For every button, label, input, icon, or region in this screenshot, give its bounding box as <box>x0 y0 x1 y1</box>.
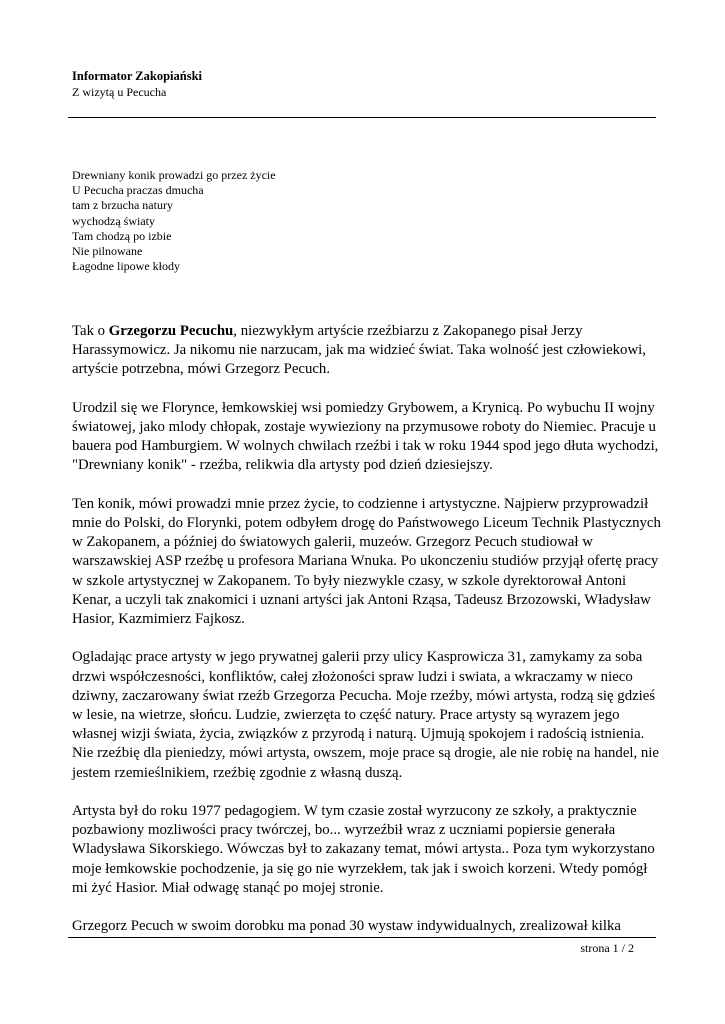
text-line: jestem rzemieślnikiem, rzeźbię zgodnie z własną duszą. <box>72 764 403 781</box>
text-line: Wladysława Sikorskiego. Wówczas był to zakazany temat, mówi artysta.. Poza tym wykorzystano <box>72 841 655 858</box>
text-line: w lesie, na wietrze, słońcu. Ludzie, zwierzęta to część natury. Prace artysty są wyrazem jego <box>72 707 620 724</box>
text-line: Harassymowicz. Ja nikomu nie narzucam, jak ma widzieć świat. Taka wolność jest człowiekowi, <box>72 342 646 359</box>
text-line: mnie do Polski, do Florynki, potem odbyłem drogę do Państwowego Liceum Technik Plastycznych <box>72 515 661 531</box>
article-subtitle: Z wizytą u Pecucha <box>72 85 167 99</box>
text-line: "Drewniany konik" - rzeźba, relikwia dla artysty pod dzień dziesiejszy. <box>72 457 493 474</box>
header-divider <box>68 117 656 118</box>
text-line: Hasior, Kazmimierz Fajkosz. <box>72 611 245 628</box>
text-line: w Zakopanem, a później do światowych galerii, muzeów. Grzegorz Pecuch studiował w <box>72 534 593 551</box>
page-footer <box>72 940 634 956</box>
poem-line: Drewniany konik prowadzi go przez życie <box>72 168 276 182</box>
paragraph-6 <box>72 917 662 936</box>
article-body <box>72 322 662 956</box>
poem-line: Tam chodzą po izbie <box>72 228 172 243</box>
text-line: Artysta był do roku 1977 pedagogiem. W tym czasie został wyrzucony ze szkoły, a praktycznie <box>72 803 637 820</box>
text-line: dziwny, zaczarowany świat rzeźb Grzegorza Pecucha. Moje rzeźby, mówi artysta, rodzą się gdzieś <box>72 687 656 704</box>
text-line <box>72 322 662 341</box>
poem-line: tam z brzucha natury <box>72 198 173 213</box>
text-line: Nie rzeźbię dla pieniedzy, mówi artysta, owszem, moje prace są drogie, ale nie robię na handel, nie <box>72 745 659 762</box>
text-run: , niezwykłym artyście rzeźbiarzu z Zakopanego pisał Jerzy <box>233 323 583 339</box>
text-line: bauera pod Hamburgiem. W wolnych chwilach rzeźbi i tak w roku 1944 spod jego dłuta wychodzi, <box>72 438 659 455</box>
text-run: Tak o <box>72 323 109 339</box>
text-line: mi żyć Hasior. Miał odwagę stanąć po mojej stronie. <box>72 879 384 896</box>
poem-line: wychodzą światy <box>72 213 155 228</box>
text-line: Kenar, a uczyli tak znakomici i uznani artyści jak Antoni Rząsa, Tadeusz Brzozowski, Władysław <box>72 591 651 608</box>
text-line: Ogladając prace artysty w jego prywatnej galerii przy ulicy Kasprowicza 31, zamykamy za soba <box>72 649 643 666</box>
text-line: drzwi współczesności, konfliktów, całej złożoności spraw ludzi i swiata, a wkraczamy w nieco <box>72 668 633 685</box>
text-line: artyście potrzebna, mówi Grzegorz Pecuch. <box>72 361 331 378</box>
page-number: strona 1 / 2 <box>580 941 634 955</box>
poem-line: Nie pilnowane <box>72 244 143 259</box>
text-line: własnej wizji świata, życia, związków z przyrodą i naturą. Ujmują spokojem i radością istnienia. <box>72 726 645 743</box>
paragraph-3 <box>72 495 662 629</box>
publication-title: Informator Zakopiański <box>72 69 203 83</box>
text-line: moje łemkowskie pochodzenie, ja się go nie wyrzekłem, tak jak i swoich korzeni. Wtedy pomógł <box>72 860 648 877</box>
text-line: światowej, jako mlody chłopak, zostaje wywieziony na przymusowe roboty do Niemiec. Pracuje u <box>72 419 656 435</box>
text-line: pozbawiony mozliwości pracy twórczej, bo... wyrzeźbił wraz z uczniami popiersie generała <box>72 822 616 839</box>
document-header <box>72 68 652 100</box>
paragraph-1 <box>72 322 662 380</box>
poem-block <box>72 168 632 274</box>
text-line: Ten konik, mówi prowadzi mnie przez życie, to codzienne i artystyczne. Najpierw przyprowadził <box>72 495 649 512</box>
text-line: Grzegorz Pecuch w swoim dorobku ma ponad 30 wystaw indywidualnych, zrealizował kilka <box>72 918 621 935</box>
paragraph-2 <box>72 399 662 476</box>
artist-name: Grzegorzu Pecuchu <box>108 323 234 339</box>
text-line: warszawskiej ASP rzeźbę u profesora Mariana Wnuka. Po ukonczeniu studiów przyjął ofertę pracy <box>72 553 659 570</box>
paragraph-4 <box>72 648 662 782</box>
poem-line: Łagodne lipowe kłody <box>72 259 180 274</box>
paragraph-5 <box>72 802 662 898</box>
text-line: w szkole artystycznej w Zakopanem. To były niezwykle czasy, w szkole dyrektorował Antoni <box>72 572 627 589</box>
footer-divider <box>68 937 656 938</box>
text-line: Urodzil się we Florynce, łemkowskiej wsi pomiedzy Grybowem, a Krynicą. Po wybuchu II wojny <box>72 399 655 416</box>
poem-line: U Pecucha praczas dmucha <box>72 183 204 198</box>
